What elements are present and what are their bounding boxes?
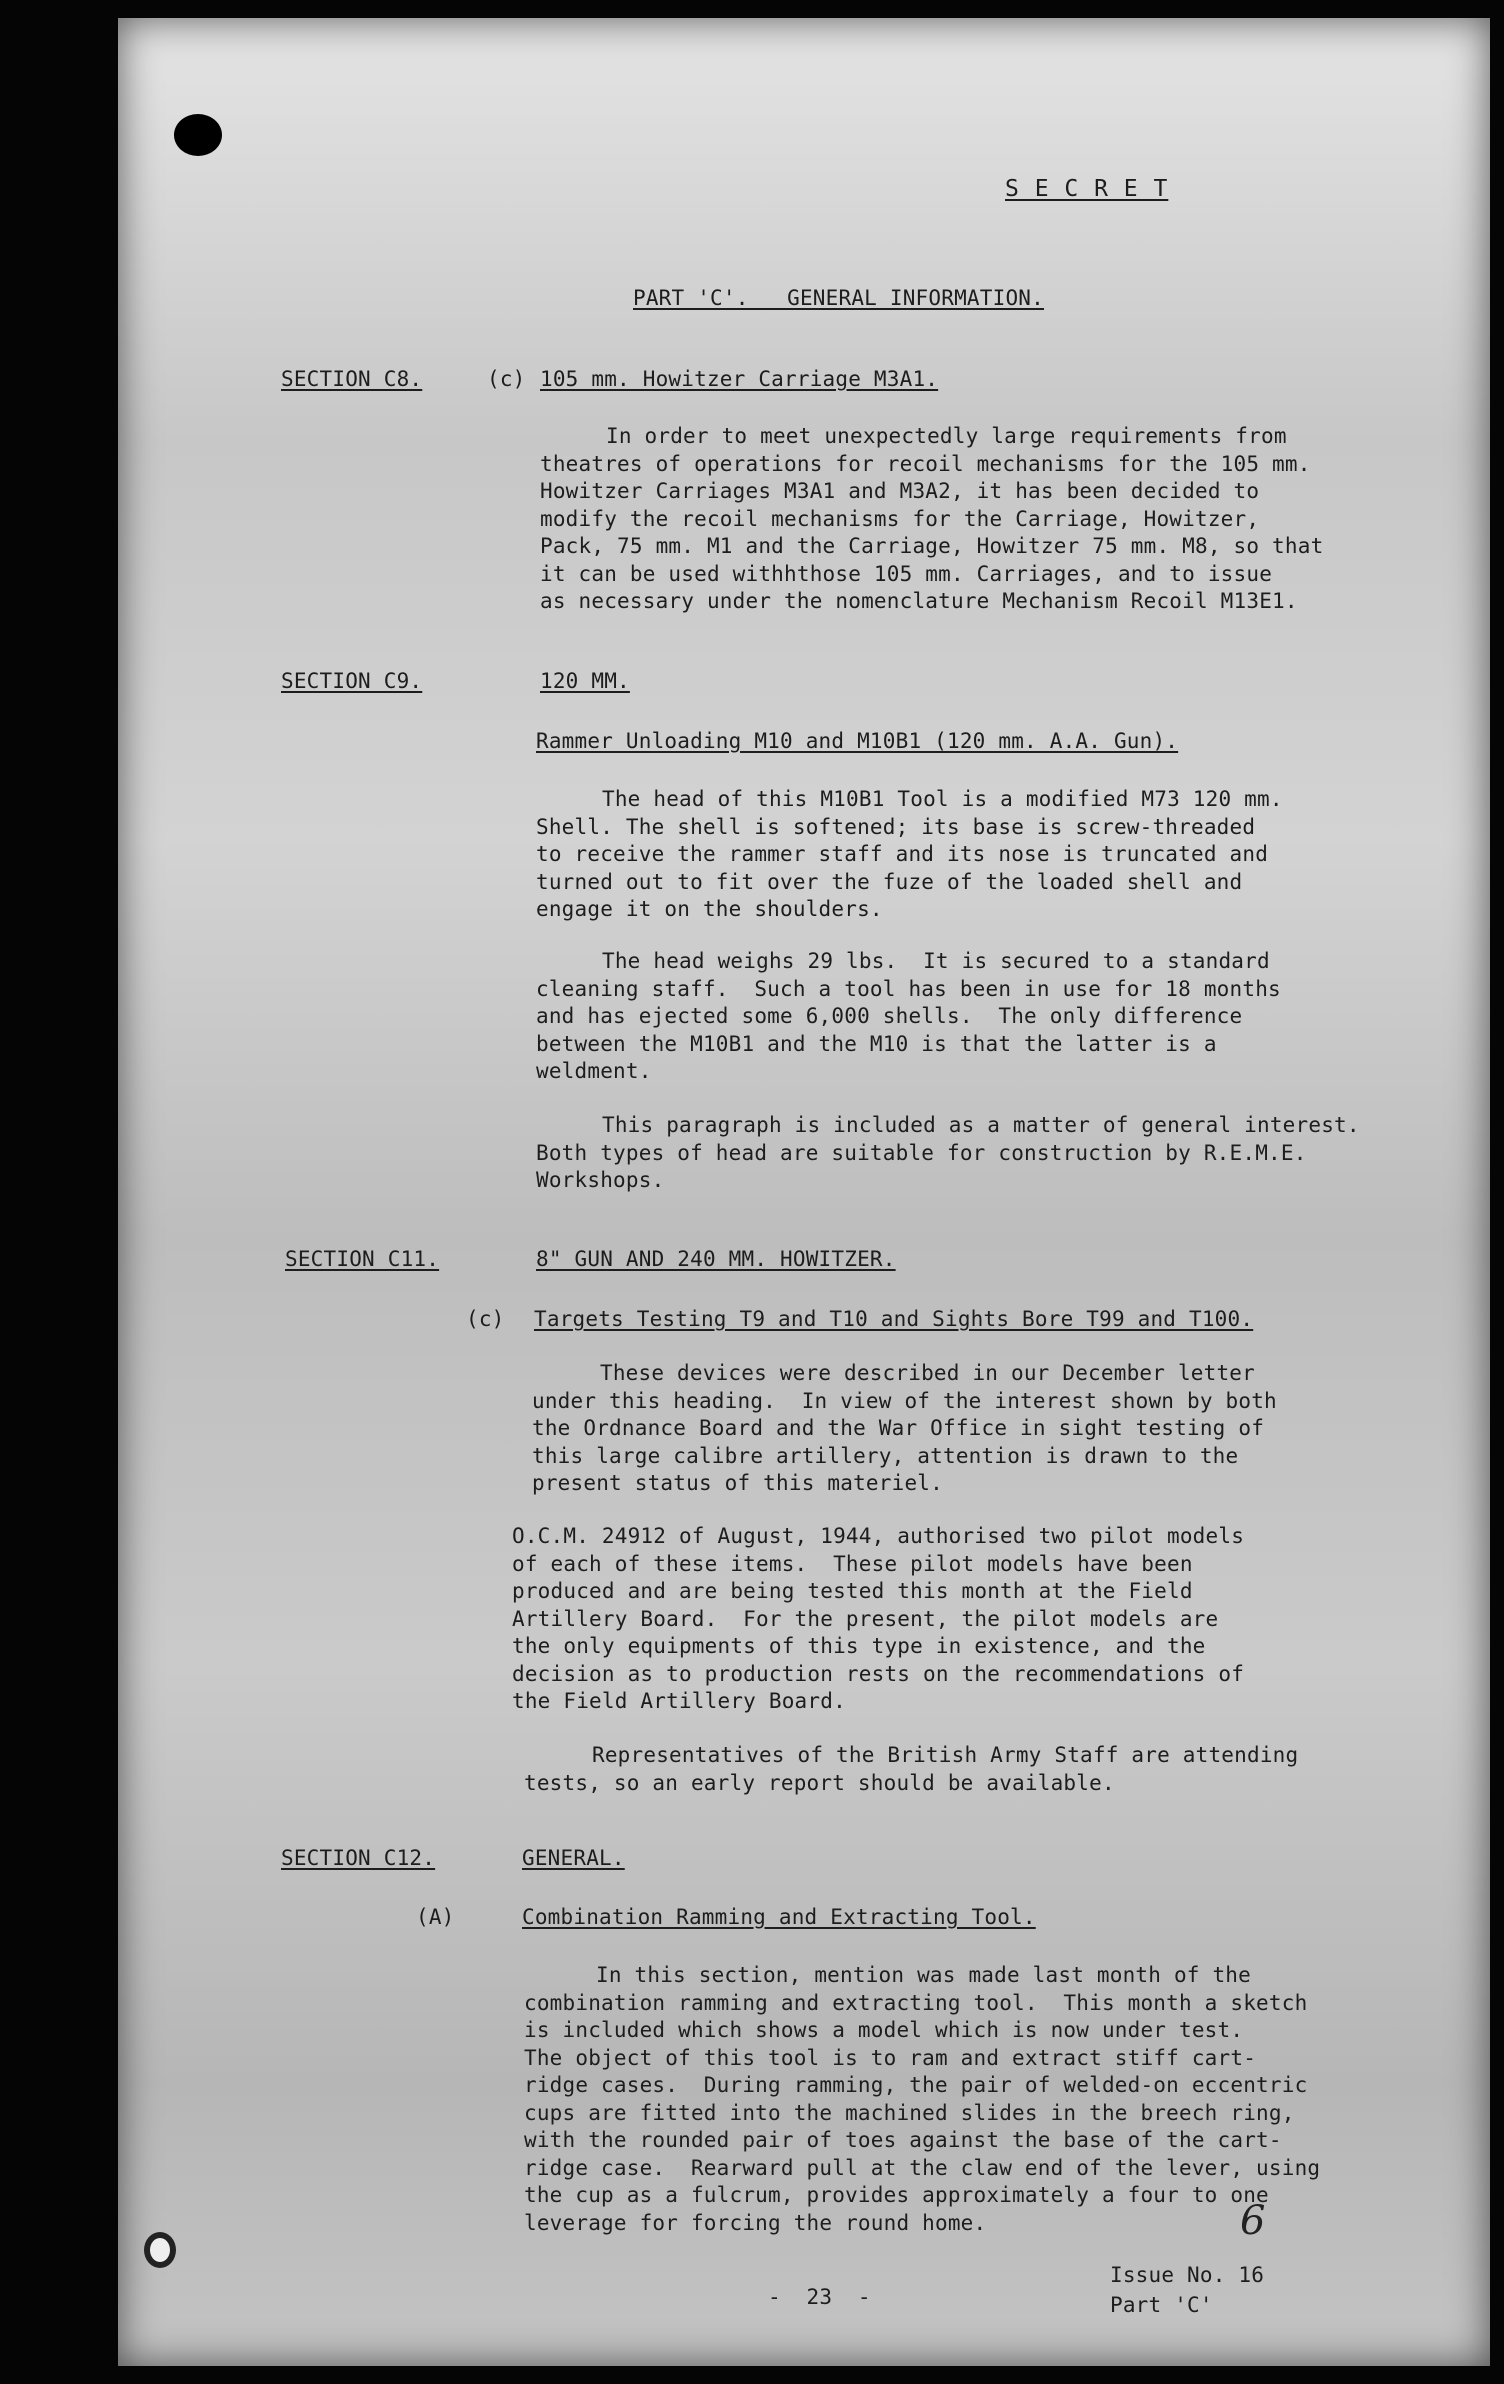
- section-c11-sub-marker: (c): [466, 1307, 505, 1331]
- section-c9-label: SECTION C9.: [281, 669, 423, 693]
- text-line: Pack, 75 mm. M1 and the Carriage, Howitzer 75 mm. M8, so that: [540, 534, 1324, 558]
- text-line: it can be used withhthose 105 mm. Carriages, and to issue: [540, 561, 1273, 586]
- section-c8-heading: 105 mm. Howitzer Carriage M3A1.: [540, 367, 939, 391]
- section-c11-subheading: Targets Testing T9 and T10 and Sights Bore T99 and T100.: [534, 1307, 1254, 1331]
- section-c9-heading: 120 MM.: [540, 669, 630, 693]
- text-line: the Ordnance Board and the War Office in sight testing of: [532, 1416, 1265, 1440]
- text-line: In this section, mention was made last month of the: [596, 1963, 1251, 1987]
- text-line: produced and are being tested this month at the Field: [512, 1579, 1193, 1603]
- text-line: decision as to production rests on the recommendations of: [512, 1661, 1245, 1686]
- text-line: and has ejected some 6,000 shells. The only difference: [536, 1004, 1243, 1028]
- text-line: The object of this tool is to ram and extract stiff cart-: [524, 2045, 1257, 2070]
- section-c12-sub-marker: (A): [416, 1905, 455, 1929]
- text-line: present status of this materiel.: [532, 1471, 943, 1495]
- text-line: the Field Artillery Board.: [512, 1689, 846, 1713]
- text-line: ridge case. Rearward pull at the claw end of the lever, using: [524, 2155, 1321, 2180]
- section-c12-heading: GENERAL.: [522, 1846, 625, 1870]
- text-line: These devices were described in our December letter: [600, 1361, 1255, 1385]
- text-line: ridge cases. During ramming, the pair of welded-on eccentric: [524, 2073, 1308, 2097]
- text-line: Howitzer Carriages M3A1 and M3A2, it has been decided to: [540, 479, 1260, 503]
- text-line: leverage for forcing the round home.: [524, 2210, 987, 2235]
- text-line: Workshops.: [536, 1168, 665, 1192]
- text-line: Both types of head are suitable for construction by R.E.M.E.: [536, 1140, 1307, 1165]
- text-line: the cup as a fulcrum, provides approximately a four to one: [524, 2183, 1269, 2207]
- text-line: cups are fitted into the machined slides in the breech ring,: [524, 2100, 1295, 2125]
- text-line: this large calibre artillery, attention is drawn to the: [532, 1443, 1239, 1468]
- text-line: modify the recoil mechanisms for the Carriage, Howitzer,: [540, 506, 1260, 531]
- text-line: This paragraph is included as a matter of general interest.: [602, 1113, 1360, 1137]
- text-line: theatres of operations for recoil mechanisms for the 105 mm.: [540, 451, 1311, 476]
- section-c8-label: SECTION C8.: [281, 367, 423, 391]
- section-c11-heading: 8" GUN AND 240 MM. HOWITZER.: [536, 1247, 896, 1271]
- text-line: under this heading. In view of the interest shown by both: [532, 1388, 1277, 1413]
- text-line: tests, so an early report should be available.: [524, 1770, 1115, 1795]
- text-line: is included which shows a model which is now under test.: [524, 2018, 1244, 2042]
- punch-hole-top: [174, 114, 222, 156]
- punch-hole-bottom: [144, 2232, 176, 2268]
- section-c12-label: SECTION C12.: [281, 1846, 436, 1870]
- part-label: Part 'C': [1110, 2293, 1213, 2317]
- text-line: to receive the rammer staff and its nose is truncated and: [536, 842, 1269, 866]
- page-title: PART 'C'. GENERAL INFORMATION.: [633, 286, 1044, 310]
- page-number: - 23 -: [768, 2285, 871, 2309]
- text-line: The head weighs 29 lbs. It is secured to a standard: [602, 949, 1270, 973]
- section-c11-label: SECTION C11.: [285, 1247, 440, 1271]
- text-line: cleaning staff. Such a tool has been in use for 18 months: [536, 976, 1281, 1001]
- text-line: In order to meet unexpectedly large requirements from: [606, 424, 1287, 448]
- text-line: combination ramming and extracting tool. This month a sketch: [524, 1990, 1308, 2015]
- text-line: Shell. The shell is softened; its base is screw-threaded: [536, 814, 1256, 839]
- section-c9-subheading: Rammer Unloading M10 and M10B1 (120 mm. A.A. Gun).: [536, 729, 1179, 753]
- text-line: with the rounded pair of toes against the base of the cart-: [524, 2128, 1282, 2152]
- text-line: O.C.M. 24912 of August, 1944, authorised two pilot models: [512, 1524, 1245, 1548]
- text-line: as necessary under the nomenclature Mechanism Recoil M13E1.: [540, 589, 1298, 613]
- text-line: the only equipments of this type in existence, and the: [512, 1634, 1206, 1658]
- text-line: turned out to fit over the fuze of the loaded shell and: [536, 869, 1243, 894]
- section-c12-subheading: Combination Ramming and Extracting Tool.: [522, 1905, 1036, 1929]
- text-line: The head of this M10B1 Tool is a modified M73 120 mm.: [602, 787, 1283, 811]
- issue-number: Issue No. 16: [1110, 2263, 1265, 2287]
- text-line: of each of these items. These pilot models have been: [512, 1551, 1193, 1576]
- handwritten-mark: 6: [1240, 2198, 1266, 2244]
- text-line: between the M10B1 and the M10 is that the latter is a: [536, 1031, 1217, 1056]
- section-c8-sub-marker: (c): [487, 367, 526, 391]
- text-line: Representatives of the British Army Staff are attending: [592, 1743, 1299, 1767]
- text-line: engage it on the shoulders.: [536, 897, 883, 921]
- classification-header: S E C R E T: [1005, 176, 1169, 202]
- text-line: weldment.: [536, 1059, 652, 1083]
- text-line: Artillery Board. For the present, the pilot models are: [512, 1606, 1219, 1631]
